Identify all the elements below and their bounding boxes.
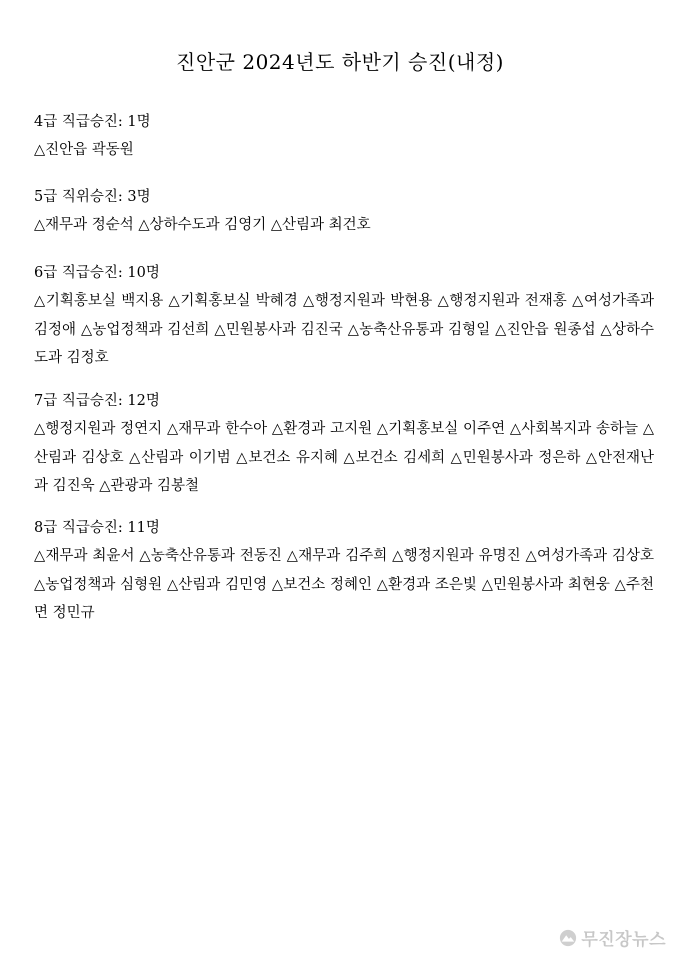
section-body: △재무과 정순석 △상하수도과 김영기 △산림과 최건호 [34,217,371,233]
section-heading: 5급 직위승진: 3명 [34,189,151,205]
document-title: 진안군 2024년도 하반기 승진(내정) [176,50,504,74]
mountain-logo-icon [559,929,577,947]
promotion-section-grade-5 [34,183,654,240]
section-heading: 4급 직급승진: 1명 [34,114,151,130]
promotion-section-grade-8 [34,514,654,628]
section-body: △행정지원과 정연지 △재무과 한수아 △환경과 고지원 △기획홍보실 이주연 △사회복지과 송하늘 △산림과 김상호 △산림과 이기범 △보건소 유지혜 △보건소 김세희 △민원봉사과 정은하 △안전재난과 김진욱 △관광과 김봉철 [34,421,654,494]
promotion-section-grade-6 [34,259,654,373]
section-body: △진안읍 곽동원 [34,142,134,158]
section-heading: 8급 직급승진: 11명 [34,520,160,536]
section-heading: 7급 직급승진: 12명 [34,393,160,409]
section-body: △재무과 최윤서 △농축산유통과 전동진 △재무과 김주희 △행정지원과 유명진 △여성가족과 김상호 △농업정책과 심형원 △산림과 김민영 △보건소 정혜인 △환경과 조은빛 △민원봉사과 최현웅 △주천면 정민규 [34,548,654,621]
section-body: △기획홍보실 백지용 △기획홍보실 박혜경 △행정지원과 박현용 △행정지원과 전재홍 △여성가족과 김정애 △농업정책과 김선희 △민원봉사과 김진국 △농축산유통과 김형일 △진안읍 원종섭 △상하수도과 김정호 [34,293,654,366]
promotion-section-grade-4 [34,108,654,165]
news-watermark [559,925,666,950]
section-heading: 6급 직급승진: 10명 [34,265,160,281]
promotion-section-grade-7 [34,387,654,501]
watermark-text: 무진장뉴스 [581,930,666,950]
